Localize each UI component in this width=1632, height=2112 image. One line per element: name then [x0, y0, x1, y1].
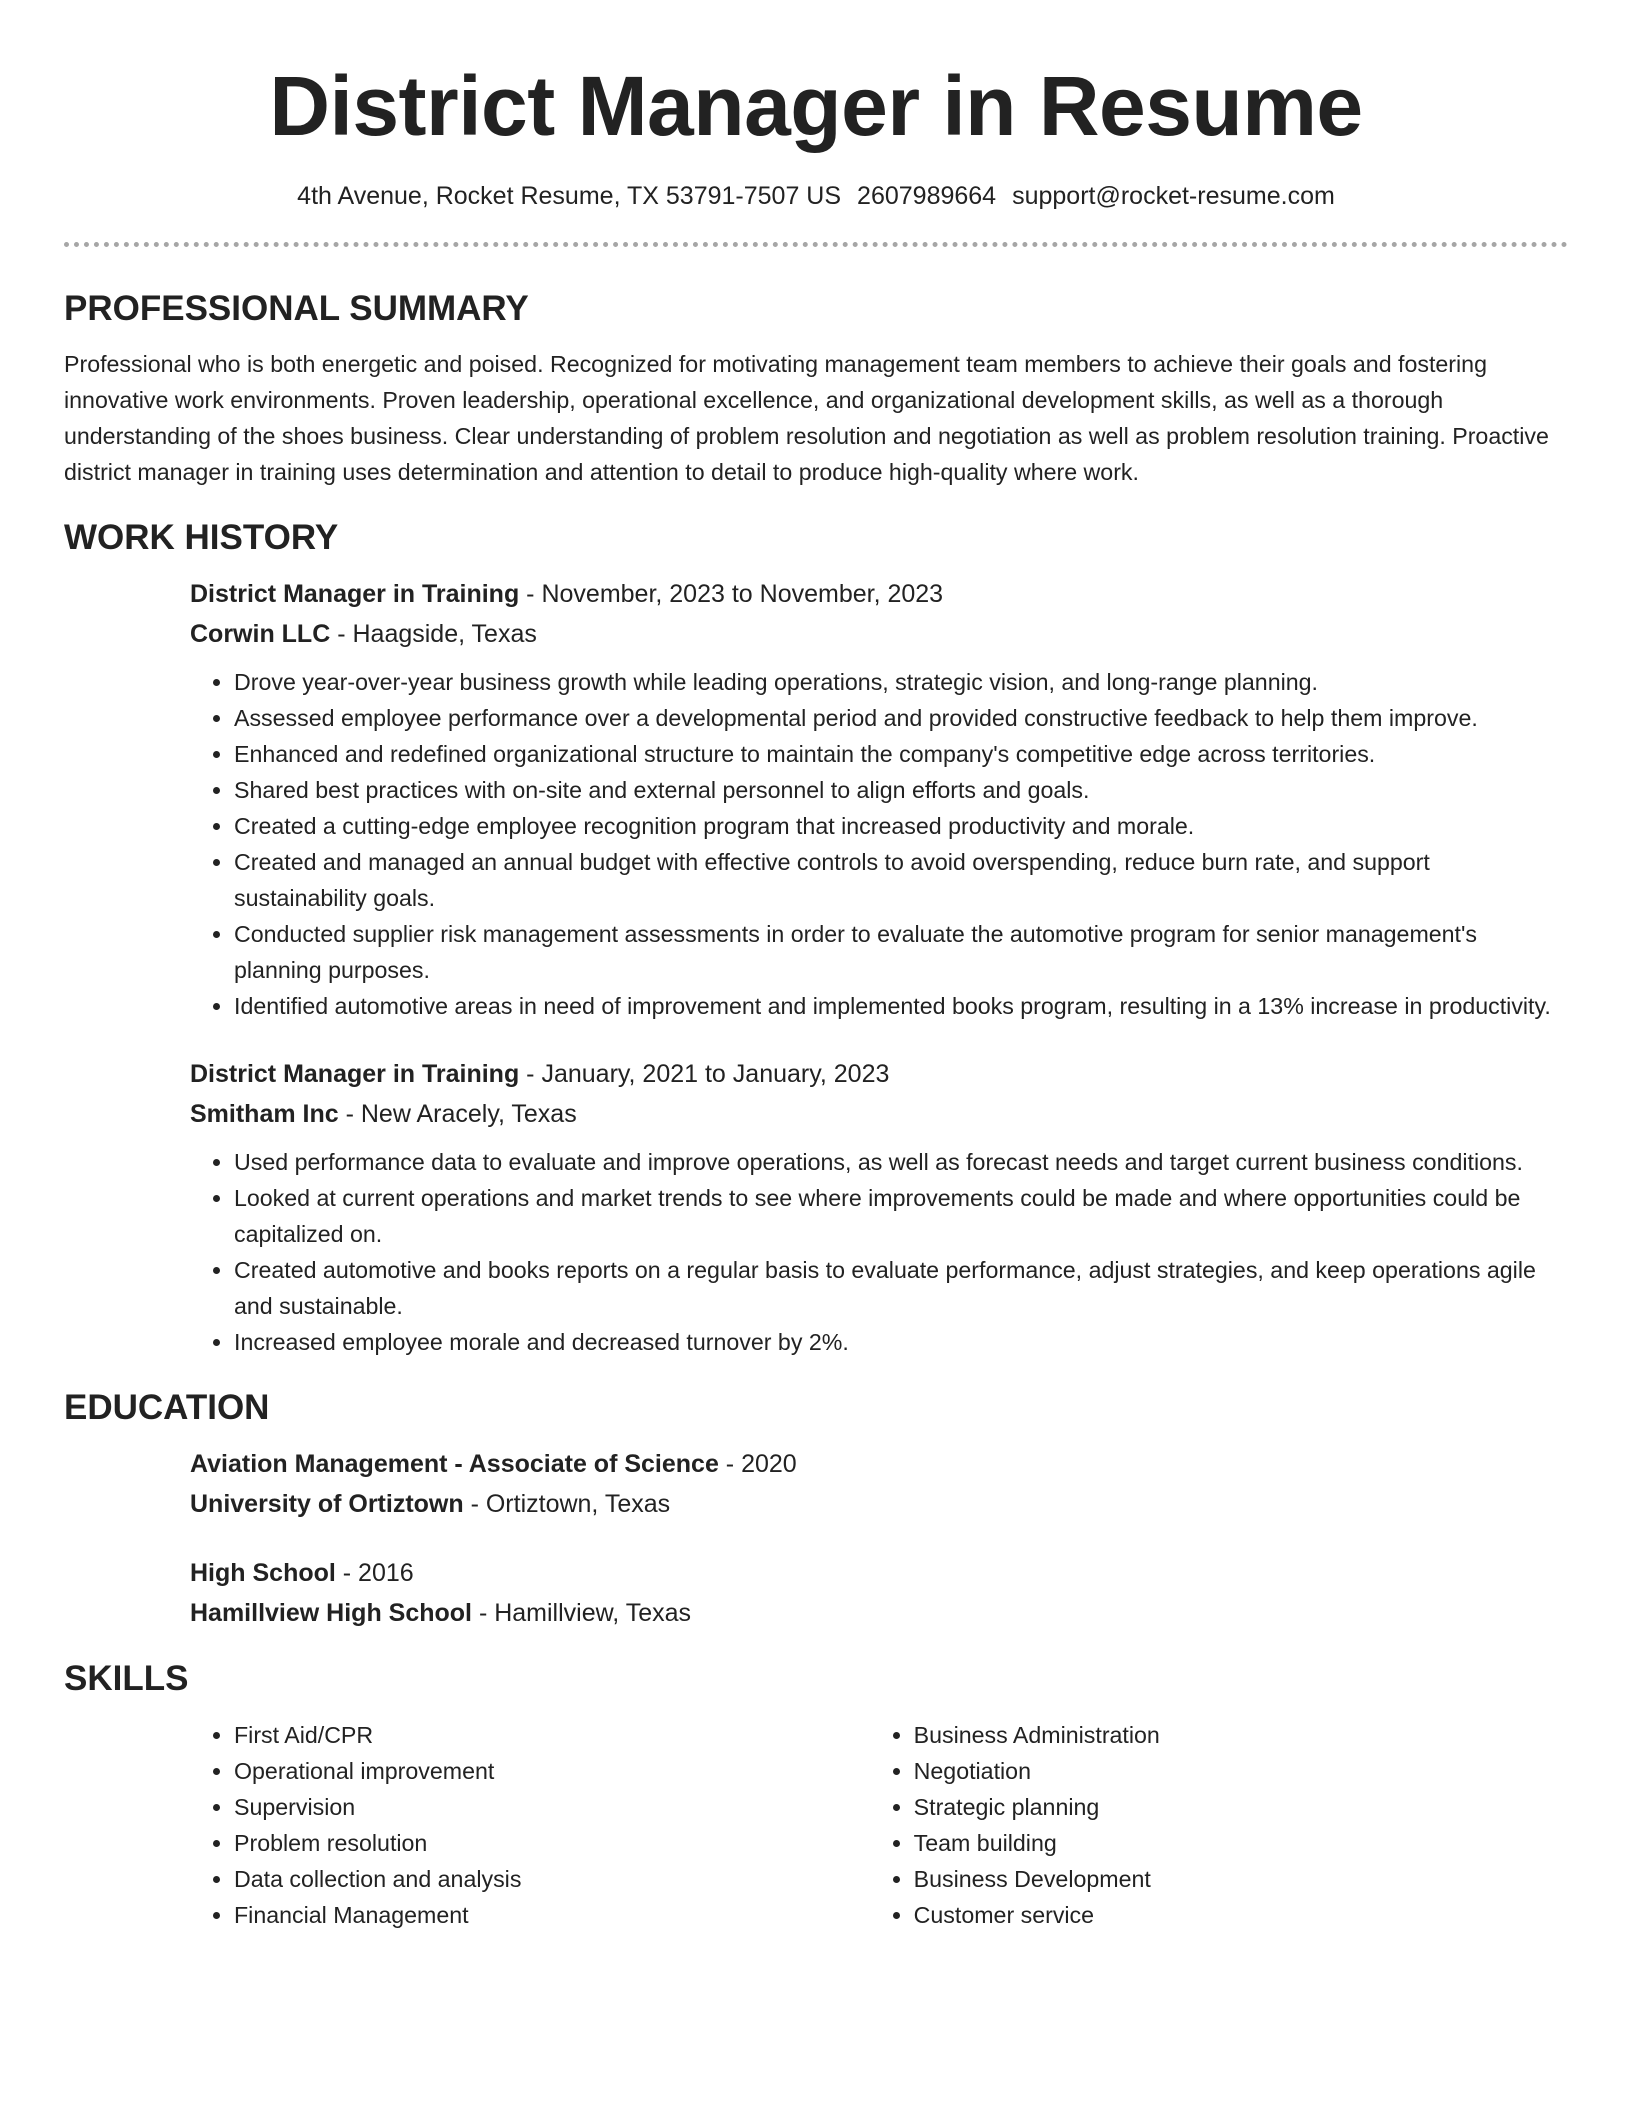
skill-item: • Problem resolution	[234, 1825, 870, 1861]
skill-item: • Team building	[914, 1825, 1568, 1861]
phone: 2607989664	[857, 182, 997, 210]
job-company-line	[190, 614, 1568, 654]
list-item: • Increased employee morale and decreased turnover by 2%.	[234, 1324, 1568, 1360]
list-item: • Conducted supplier risk management assessments in order to evaluate the automotive program for senior management's planning purposes.	[234, 916, 1568, 988]
list-item: • Created automotive and books reports on a regular basis to evaluate performance, adjust strategies, and keep operations agile and sustainable.	[234, 1252, 1568, 1324]
skill-item: • Business Administration	[914, 1717, 1568, 1753]
list-item: • Drove year-over-year business growth while leading operations, strategic vision, and long-range planning.	[234, 664, 1568, 700]
education-entry	[190, 1553, 1568, 1633]
email[interactable]: support@rocket-resume.com	[1012, 182, 1335, 210]
work-history-heading: WORK HISTORY	[64, 518, 339, 557]
job-dates: - January, 2021 to January, 2023	[519, 1060, 890, 1088]
list-item: • Looked at current operations and market trends to see where improvements could be made and where opportunities could be capitalized on.	[234, 1180, 1568, 1252]
summary-heading: PROFESSIONAL SUMMARY	[64, 289, 529, 328]
school-line	[190, 1484, 1568, 1524]
graduation-year: - 2020	[718, 1450, 797, 1478]
school: Hamillview High School	[190, 1599, 472, 1627]
list-item: • Created a cutting-edge employee recognition program that increased productivity and morale.	[234, 808, 1568, 844]
summary-text: Professional who is both energetic and poised. Recognized for motivating management team members to achieve their goals and fostering innovative work environments. Proven leadership, operational excellence, and organizational development skills, as well as a thorough understanding of the shoes business. Clear understanding of problem resolution and negotiation as well as problem resolution training. Proactive district manager in training uses determination and attention to detail to produce high-quality where work.	[64, 351, 1549, 485]
skill-item: • First Aid/CPR	[234, 1717, 870, 1753]
list-item: • Used performance data to evaluate and improve operations, as well as forecast needs and target current business conditions.	[234, 1144, 1568, 1180]
skill-item: • Strategic planning	[914, 1789, 1568, 1825]
school: University of Ortiztown	[190, 1490, 464, 1518]
degree-line	[190, 1553, 1568, 1593]
job-duties-list	[190, 1144, 1568, 1360]
job-entry	[190, 1054, 1568, 1360]
job-dates: - November, 2023 to November, 2023	[519, 580, 944, 608]
header-divider	[64, 242, 1568, 247]
degree: Aviation Management - Associate of Science	[190, 1450, 719, 1478]
job-duties-list	[190, 664, 1568, 1024]
job-title-line	[190, 574, 1568, 614]
skill-item: • Supervision	[234, 1789, 870, 1825]
skill-item: • Data collection and analysis	[234, 1861, 870, 1897]
list-item: • Enhanced and redefined organizational structure to maintain the company's competitive edge across territories.	[234, 736, 1568, 772]
job-company: Corwin LLC	[190, 620, 331, 648]
skill-item: • Negotiation	[914, 1753, 1568, 1789]
education-heading: EDUCATION	[64, 1388, 270, 1427]
contact-line	[64, 180, 1568, 212]
candidate-name: District Manager in Resume	[269, 59, 1363, 153]
school-location: - Ortiztown, Texas	[463, 1490, 671, 1518]
job-company-line	[190, 1094, 1568, 1134]
degree: High School	[190, 1559, 336, 1587]
job-company: Smitham Inc	[190, 1100, 339, 1128]
job-location: - Haagside, Texas	[330, 620, 537, 648]
skill-item: • Customer service	[914, 1897, 1568, 1933]
job-entry	[190, 574, 1568, 1024]
job-role: District Manager in Training	[190, 1060, 520, 1088]
skill-item: • Operational improvement	[234, 1753, 870, 1789]
list-item: • Shared best practices with on-site and external personnel to align efforts and goals.	[234, 772, 1568, 808]
job-role: District Manager in Training	[190, 580, 520, 608]
school-location: - Hamillview, Texas	[472, 1599, 692, 1627]
list-item: • Created and managed an annual budget with effective controls to avoid overspending, reduce burn rate, and support sustainability goals.	[234, 844, 1568, 916]
skills-list-left	[190, 1717, 870, 1933]
skill-item: • Business Development	[914, 1861, 1568, 1897]
degree-line	[190, 1444, 1568, 1484]
skills-columns	[190, 1717, 1568, 1933]
skill-item: • Financial Management	[234, 1897, 870, 1933]
address: 4th Avenue, Rocket Resume, TX 53791-7507 US	[297, 182, 842, 210]
skills-list-right	[870, 1717, 1568, 1933]
school-line	[190, 1593, 1568, 1633]
job-location: - New Aracely, Texas	[338, 1100, 577, 1128]
skills-heading: SKILLS	[64, 1659, 189, 1698]
graduation-year: - 2016	[335, 1559, 414, 1587]
list-item: • Identified automotive areas in need of improvement and implemented books program, resulting in a 13% increase in productivity.	[234, 988, 1568, 1024]
list-item: • Assessed employee performance over a developmental period and provided constructive feedback to help them improve.	[234, 700, 1568, 736]
education-entry	[190, 1444, 1568, 1524]
job-title-line	[190, 1054, 1568, 1094]
